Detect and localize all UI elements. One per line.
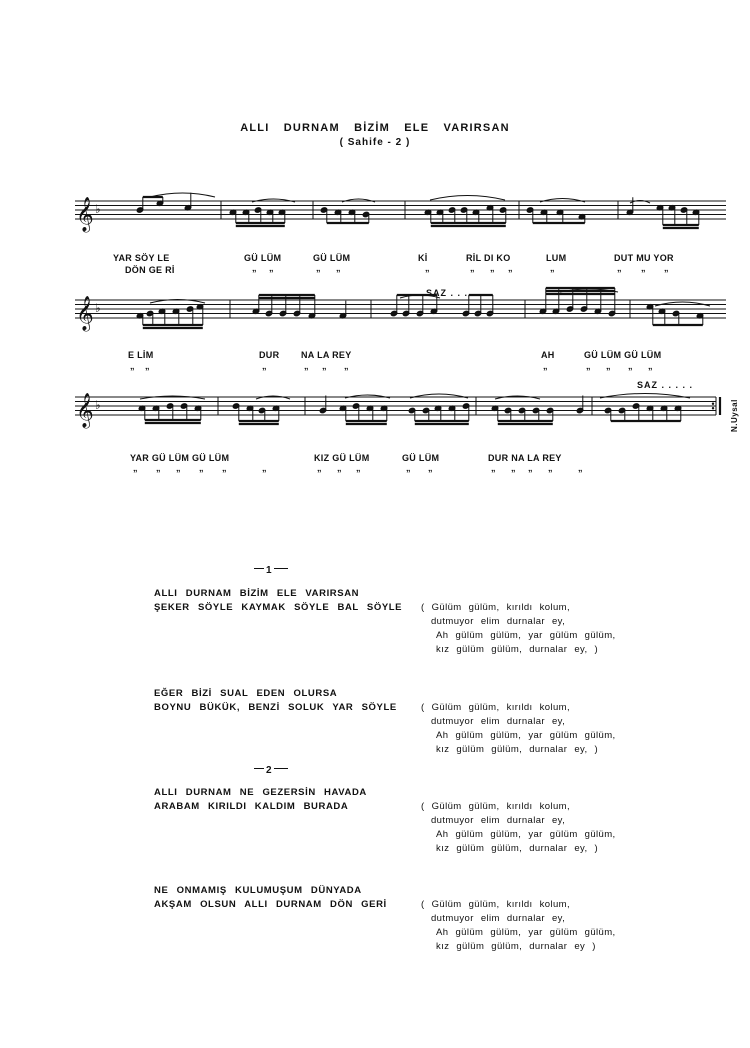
section-marker-2: 2 bbox=[254, 760, 288, 778]
refrain-line: ( Gülüm gülüm, kırıldı kolum, bbox=[421, 602, 571, 613]
refrain-line: kız gülüm gülüm, durnalar ey, ) bbox=[436, 744, 599, 755]
lyric-syllables: DUR NA LA REY bbox=[488, 453, 562, 463]
flat-sign-icon: ♭ bbox=[95, 202, 101, 216]
lyric-syllables: KIZ GÜ LÜM bbox=[314, 453, 370, 463]
ditto-mark: „ bbox=[269, 263, 274, 273]
verse-line: AKŞAM OLSUN ALLI DURNAM DÖN GERİ bbox=[154, 899, 387, 910]
lyric-syllables: Kİ bbox=[418, 253, 428, 263]
saz-marker: SAZ . . . . . bbox=[637, 380, 694, 390]
ditto-mark: „ bbox=[528, 463, 533, 473]
ditto-mark: „ bbox=[145, 361, 150, 371]
verse-line: ARABAM KIRILDI KALDIM BURADA bbox=[154, 801, 349, 812]
page-subtitle: ( Sahife - 2 ) bbox=[339, 137, 411, 148]
ditto-mark: „ bbox=[133, 463, 138, 473]
slur bbox=[495, 396, 540, 399]
ditto-mark: „ bbox=[548, 463, 553, 473]
ditto-mark: „ bbox=[425, 263, 430, 273]
refrain-line: Ah gülüm gülüm, yar gülüm gülüm, bbox=[436, 630, 616, 641]
ditto-mark: „ bbox=[641, 263, 646, 273]
lyric-syllables: GÜ LÜM GÜ LÜM bbox=[584, 350, 662, 360]
refrain-line: kız gülüm gülüm, durnalar ey ) bbox=[436, 941, 596, 952]
ditto-mark: „ bbox=[406, 463, 411, 473]
refrain-line: Ah gülüm gülüm, yar gülüm gülüm, bbox=[436, 927, 616, 938]
ditto-mark: „ bbox=[491, 463, 496, 473]
refrain-line: ( Gülüm gülüm, kırıldı kolum, bbox=[421, 702, 571, 713]
ditto-mark: „ bbox=[606, 361, 611, 371]
verse-line: BOYNU BÜKÜK, BENZİ SOLUK YAR SÖYLE bbox=[154, 702, 397, 713]
lyric-syllables: GÜ LÜM bbox=[402, 453, 440, 463]
slur bbox=[345, 395, 390, 398]
verse-line: NE ONMAMIŞ KULUMUŞUM DÜNYADA bbox=[154, 885, 362, 896]
section-marker-1: 1 bbox=[254, 560, 294, 578]
saz-marker: SAZ . . . . . bbox=[426, 288, 483, 298]
ditto-mark: „ bbox=[176, 463, 181, 473]
ditto-mark: „ bbox=[543, 361, 548, 371]
treble-clef-icon: 𝄞 bbox=[76, 296, 94, 331]
lyric-syllables: GÜ LÜM bbox=[313, 253, 351, 263]
treble-clef-icon: 𝄞 bbox=[76, 197, 94, 232]
lyric-syllables: YAR SÖY LE bbox=[113, 253, 170, 263]
flat-sign-icon: ♭ bbox=[95, 398, 101, 412]
slur bbox=[655, 302, 710, 306]
verse-line: ALLI DURNAM BİZİM ELE VARIRSAN bbox=[154, 588, 360, 599]
lyric-syllables: GÜ LÜM bbox=[244, 253, 282, 263]
slur bbox=[256, 396, 290, 399]
verse-line: ŞEKER SÖYLE KAYMAK SÖYLE BAL SÖYLE bbox=[154, 602, 403, 613]
lyric-syllables: RİL DI KO bbox=[466, 253, 511, 263]
ditto-mark: „ bbox=[262, 463, 267, 473]
sheet-music bbox=[0, 0, 750, 500]
refrain-line: Ah gülüm gülüm, yar gülüm gülüm, bbox=[436, 829, 616, 840]
ditto-mark: „ bbox=[322, 361, 327, 371]
ditto-mark: „ bbox=[130, 361, 135, 371]
ditto-mark: „ bbox=[550, 263, 555, 273]
ditto-mark: „ bbox=[490, 263, 495, 273]
repeat-dot bbox=[712, 403, 714, 405]
ditto-mark: „ bbox=[316, 263, 321, 273]
ditto-mark: „ bbox=[428, 463, 433, 473]
ditto-mark: „ bbox=[262, 361, 267, 371]
slur bbox=[140, 396, 205, 399]
ditto-mark: „ bbox=[336, 263, 341, 273]
ditto-mark: „ bbox=[252, 263, 257, 273]
ditto-mark: „ bbox=[344, 361, 349, 371]
lyric-syllables: LUM bbox=[546, 253, 567, 263]
refrain-line: ( Gülüm gülüm, kırıldı kolum, bbox=[421, 899, 571, 910]
refrain-line: dutmuyor elim durnalar ey, bbox=[431, 815, 566, 826]
ditto-mark: „ bbox=[617, 263, 622, 273]
lyric-syllables: DUT MU YOR bbox=[614, 253, 674, 263]
ditto-mark: „ bbox=[304, 361, 309, 371]
lyric-syllables: AH bbox=[541, 350, 555, 360]
refrain-line: Ah gülüm gülüm, yar gülüm gülüm, bbox=[436, 730, 616, 741]
lyric-syllables: DUR bbox=[259, 350, 280, 360]
ditto-mark: „ bbox=[586, 361, 591, 371]
repeat-dot bbox=[712, 407, 714, 409]
lyric-syllables: NA LA REY bbox=[301, 350, 352, 360]
ditto-mark: „ bbox=[156, 463, 161, 473]
ditto-mark: „ bbox=[356, 463, 361, 473]
verse-line: EĞER BİZİ SUAL EDEN OLURSA bbox=[154, 688, 338, 699]
slur bbox=[252, 199, 295, 202]
refrain-line: dutmuyor elim durnalar ey, bbox=[431, 913, 566, 924]
lyric-syllables: DÖN GE Rİ bbox=[125, 265, 175, 275]
ditto-mark: „ bbox=[470, 263, 475, 273]
ditto-mark: „ bbox=[578, 463, 583, 473]
refrain-line: kız gülüm gülüm, durnalar ey, ) bbox=[436, 843, 599, 854]
slur bbox=[540, 199, 585, 203]
ditto-mark: „ bbox=[664, 263, 669, 273]
ditto-mark: „ bbox=[511, 463, 516, 473]
ditto-mark: „ bbox=[648, 361, 653, 371]
song-title: ALLI DURNAM BİZİM ELE VARIRSAN bbox=[240, 122, 510, 134]
ditto-mark: „ bbox=[508, 263, 513, 273]
refrain-line: dutmuyor elim durnalar ey, bbox=[431, 716, 566, 727]
ditto-mark: „ bbox=[222, 463, 227, 473]
ditto-mark: „ bbox=[199, 463, 204, 473]
refrain-line: dutmuyor elim durnalar ey, bbox=[431, 616, 566, 627]
slur bbox=[342, 199, 375, 202]
refrain-line: kız gülüm gülüm, durnalar ey, ) bbox=[436, 644, 599, 655]
arranger-name: N.Uysal bbox=[730, 399, 739, 432]
ditto-mark: „ bbox=[337, 463, 342, 473]
lyric-syllables: E LİM bbox=[128, 350, 154, 360]
ditto-mark: „ bbox=[317, 463, 322, 473]
treble-clef-icon: 𝄞 bbox=[76, 393, 94, 428]
slur bbox=[430, 196, 505, 201]
flat-sign-icon: ♭ bbox=[95, 301, 101, 315]
refrain-line: ( Gülüm gülüm, kırıldı kolum, bbox=[421, 801, 571, 812]
lyric-syllables: YAR GÜ LÜM GÜ LÜM bbox=[130, 453, 230, 463]
ditto-mark: „ bbox=[628, 361, 633, 371]
verse-line: ALLI DURNAM NE GEZERSİN HAVADA bbox=[154, 787, 367, 798]
